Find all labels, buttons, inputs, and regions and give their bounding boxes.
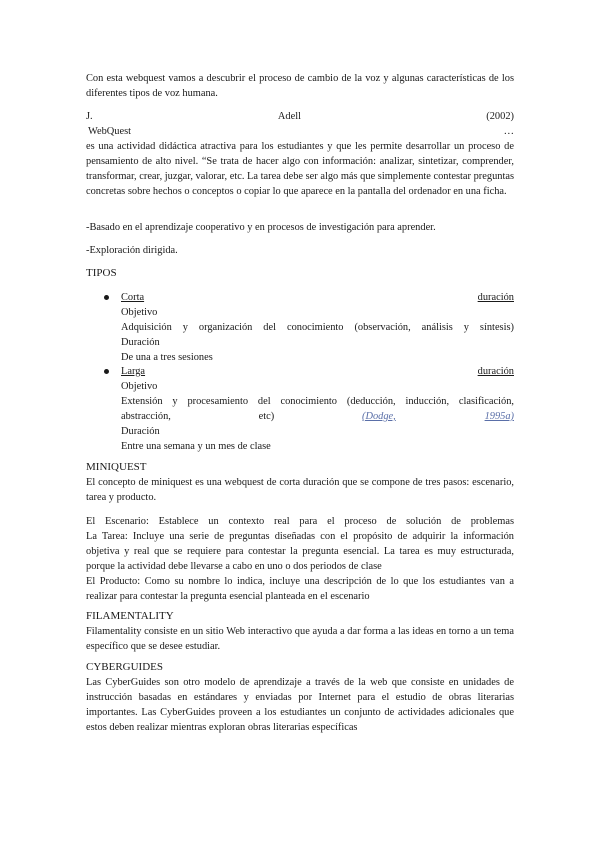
filamentality-text: Filamentality consiste en un sitio Web interactivo que ayuda a dar forma a las ideas en torno a un tema específico que se desee estudiar. [86,626,514,652]
intro-paragraph: Con esta webquest vamos a descubrir el proceso de cambio de la voz y algunas características de los diferentes tipos de voz humana. [86,73,514,99]
dodge-citation-link[interactable] [362,409,514,424]
cyberguides-heading: CYBERGUIDES [86,661,164,673]
cyberguides-text: Las CyberGuides son otro modelo de aprendizaje a través de la web que consiste en unidades de instrucción basadas en estándares y enviadas por Internet para el estudio de obras literarias importantes. Las CyberGuides proveen a los estudiantes un conjunto de actividades adicionales que estos deben realizar mientras exploran obras literarias específicas [86,677,514,733]
tipos-heading: TIPOS [86,267,117,279]
corta-objetivo-text: Adquisición y organización del conocimiento (observación, análisis y síntesis) [121,322,514,333]
webquest-line [86,124,514,139]
exploracion-line: -Exploración dirigida. [86,245,178,256]
corta-duracion-text: De una a tres sesiones [121,352,213,363]
bullet-icon [104,369,109,374]
miniquest-text: El concepto de miniquest es una webquest de corta duración que se compone de tres pasos: escenario, tarea y producto. [86,477,514,503]
larga-title-line [121,364,514,379]
miniquest-escenario: El Escenario: Establece un contexto real para el proceso de solución de problemas [86,516,514,527]
adell-initial: J. [86,111,93,122]
corta-duracion: duración [477,292,514,303]
larga-label: Larga [121,366,146,377]
corta-duracion-label: Duración [121,337,160,348]
adell-year: (2002) [486,111,514,122]
miniquest-producto: El Producto: Como su nombre lo indica, incluye una descripción de lo que los estudiantes van a realizar para contestar la pregunta esencial planteada en el escenario [86,576,514,602]
dodge-citation-year: 1995a) [484,411,514,422]
miniquest-heading: MINIQUEST [86,461,147,473]
corta-label: Corta [121,292,145,303]
webquest-definition: es una actividad didáctica atractiva para los estudiantes y que les permite desarrollar un proceso de pensamiento de alto nivel. “Se trata de hacer algo con información: analizar, sintetizar, comprender, transformar, crear, juzgar, valorar, etc. La tarea debe ser algo más que simplemente contestar preguntas concretas sobre hechos o conceptos o copiar lo que aparece en la pantalla del ordenador en una ficha. [86,141,514,197]
corta-objetivo-label: Objetivo [121,307,158,318]
larga-objetivo-text: Extensión y procesamiento del conocimiento (deducción, inducción, clasificación, [121,396,514,407]
larga-duracion-text: Entre una semana y un mes de clase [121,441,271,452]
adell-name: Adell [277,111,302,122]
corta-title-line [121,290,514,305]
larga-objetivo-label: Objetivo [121,381,158,392]
bullet-icon [104,295,109,300]
miniquest-tarea: La Tarea: Incluye una serie de preguntas diseñadas con el propósito de adquirir la información objetiva y real que se requiere para contestar la pregunta esencial. La tarea es muy estructurada, porque la actividad debe llevarse a cabo en uno o dos periodos de clase [86,531,514,572]
larga-etc: etc) [258,411,275,422]
adell-citation-line [86,109,514,124]
filamentality-heading: FILAMENTALITY [86,610,174,622]
basado-line: -Basado en el aprendizaje cooperativo y en procesos de investigación para aprender. [86,222,436,233]
ellipsis: … [503,126,514,137]
larga-abstraccion-line [121,409,514,424]
webquest-term: WebQuest [88,126,132,137]
dodge-citation-author: (Dodge, [362,411,396,422]
larga-abstraccion: abstracción, [121,411,171,422]
larga-duracion: duración [477,366,514,377]
larga-duracion-label: Duración [121,426,160,437]
